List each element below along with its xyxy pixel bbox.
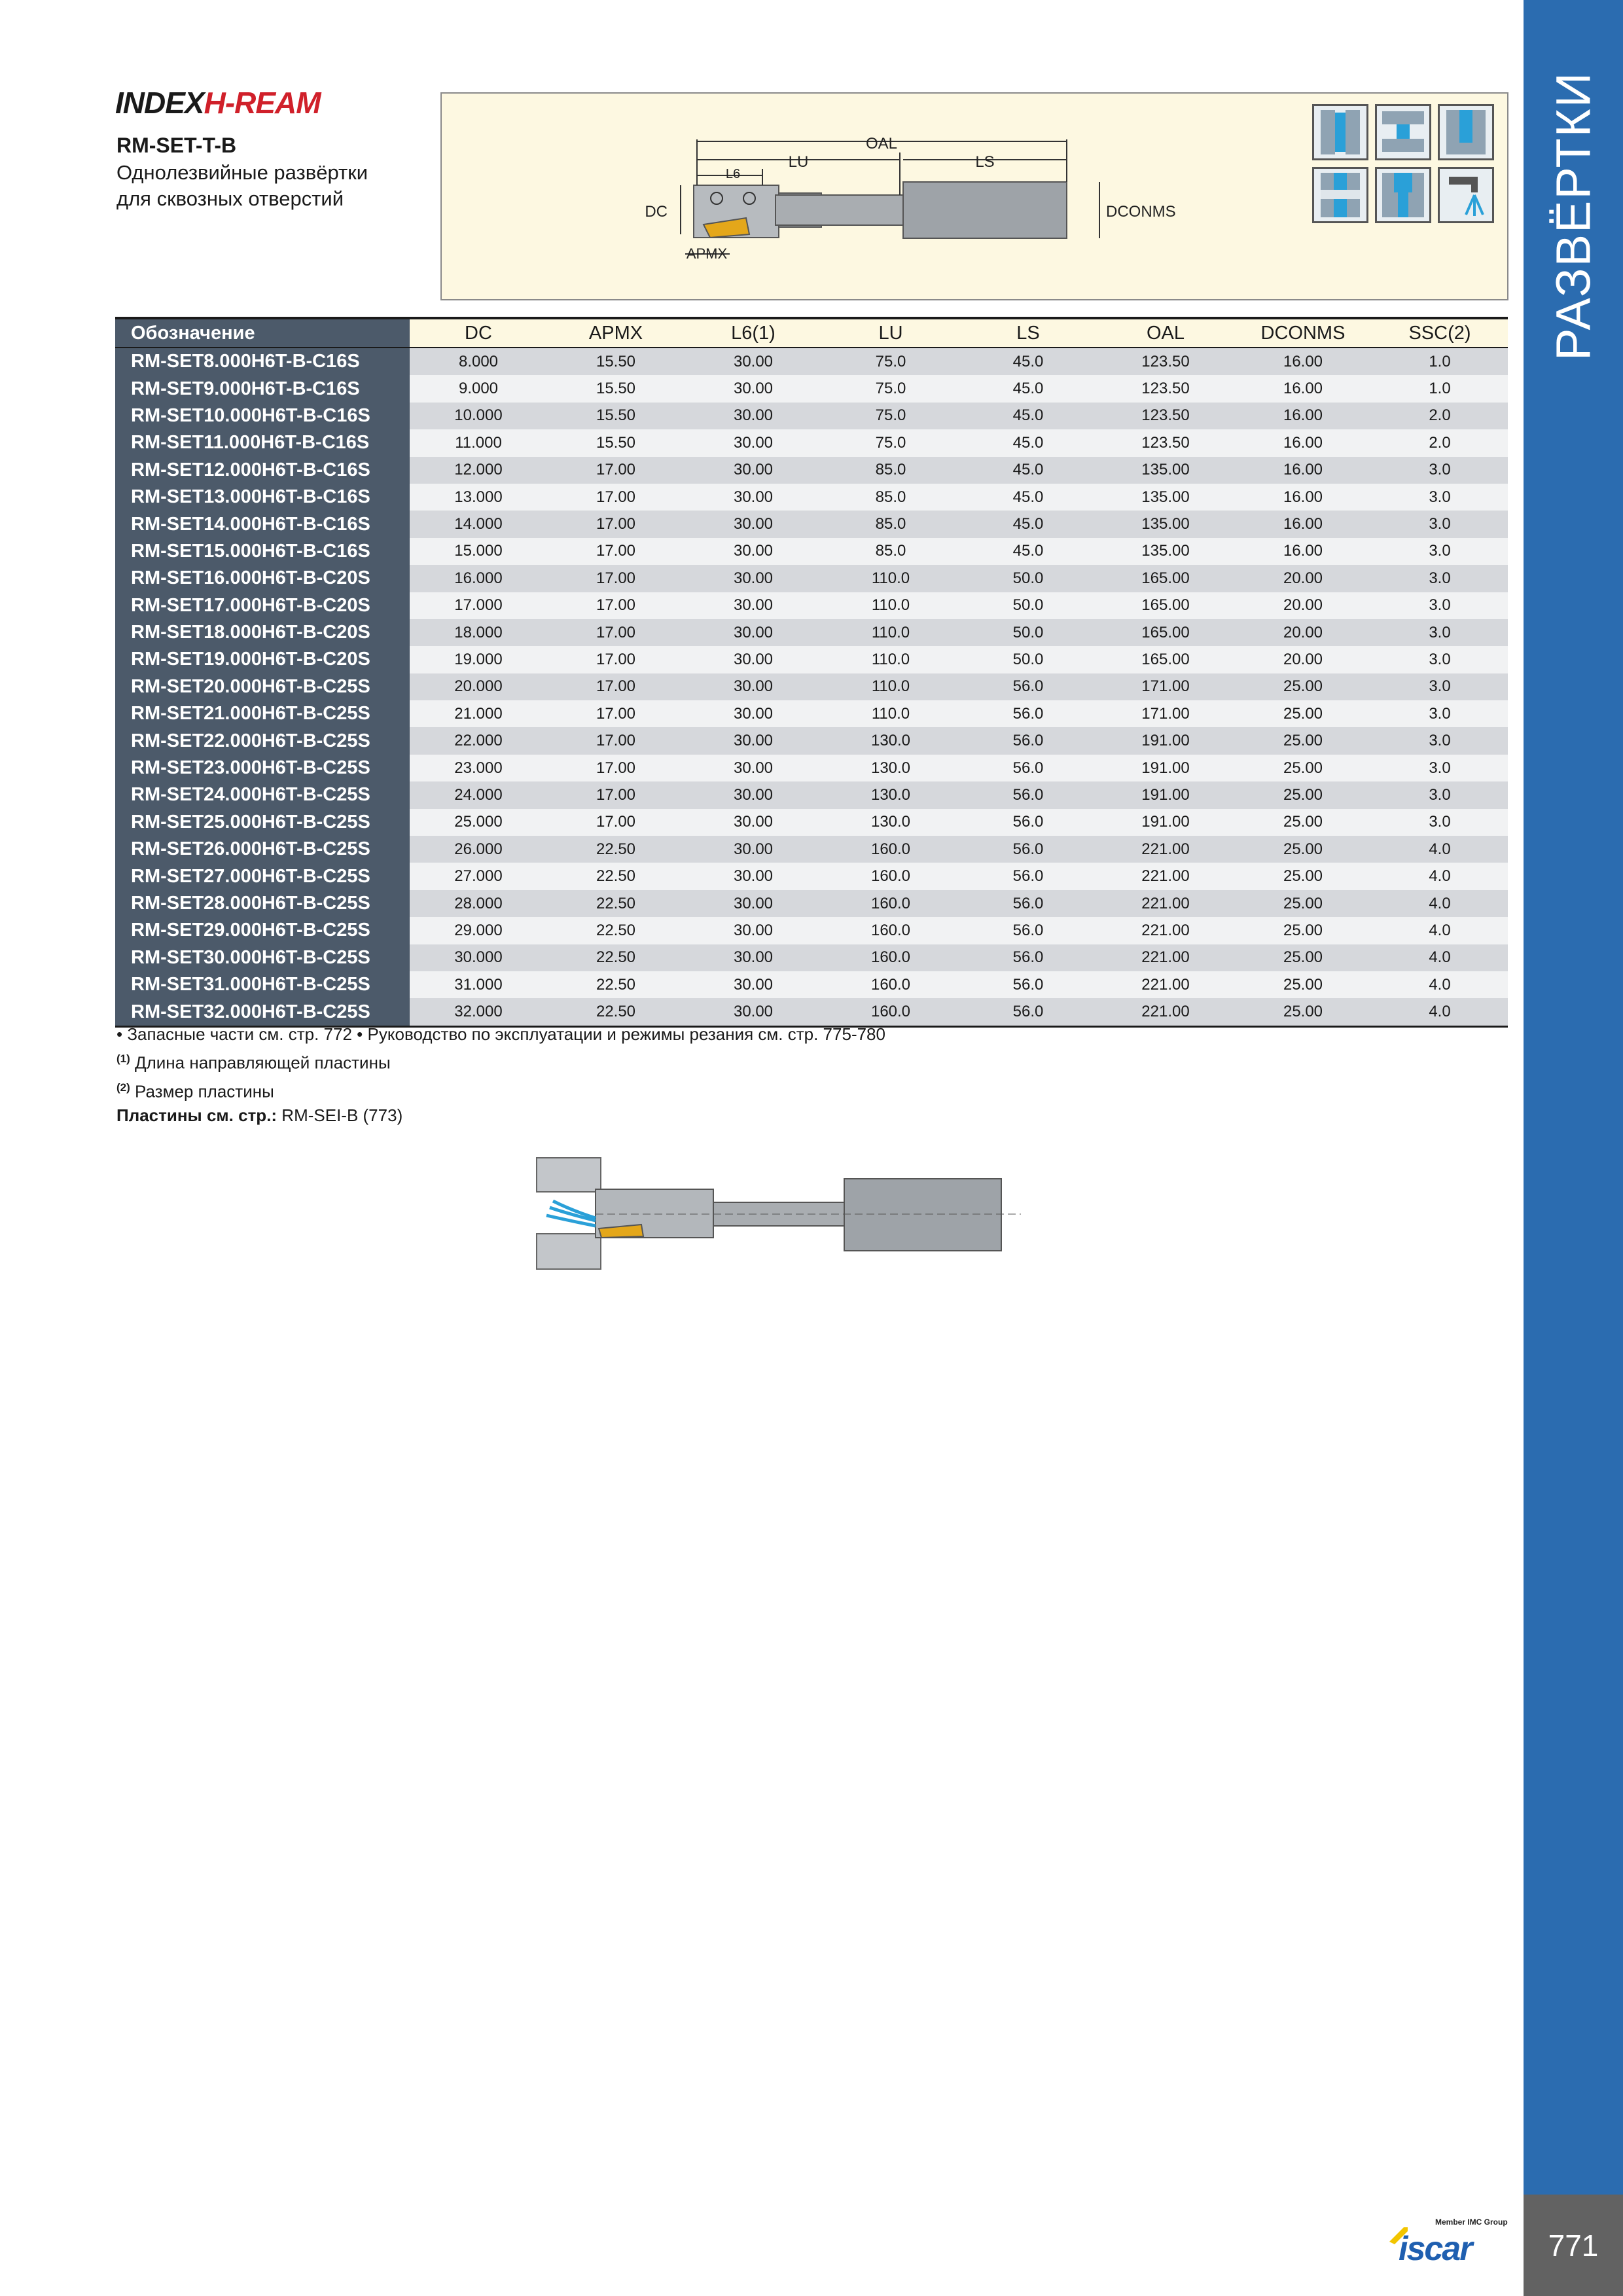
cell-ssc: 4.0 [1372, 917, 1508, 944]
cell-ssc: 4.0 [1372, 971, 1508, 998]
cell-ssc: 3.0 [1372, 646, 1508, 673]
cell-ls: 45.0 [959, 429, 1097, 456]
cell-dconms: 16.00 [1234, 403, 1372, 429]
reamer-spec-table [115, 317, 1508, 1028]
cell-lu: 160.0 [822, 944, 959, 971]
cell-lu: 110.0 [822, 592, 959, 619]
cell-designation: RM-SET9.000H6T-B-C16S [115, 375, 410, 402]
cell-lu: 75.0 [822, 429, 959, 456]
cell-apmx: 22.50 [547, 998, 685, 1026]
cell-lu: 110.0 [822, 619, 959, 646]
cell-dc: 17.000 [410, 592, 547, 619]
cell-apmx: 17.00 [547, 809, 685, 836]
cell-ssc: 4.0 [1372, 863, 1508, 889]
cell-l6: 30.00 [685, 971, 822, 998]
cell-dc: 28.000 [410, 890, 547, 917]
cell-apmx: 17.00 [547, 646, 685, 673]
cell-ls: 56.0 [959, 727, 1097, 754]
cell-ssc: 4.0 [1372, 836, 1508, 863]
table-row [115, 375, 1508, 402]
logo-tagline: Member IMC Group [1435, 2217, 1508, 2227]
cell-l6: 30.00 [685, 484, 822, 511]
cell-designation: RM-SET32.000H6T-B-C25S [115, 998, 410, 1026]
section-sidebar [1524, 0, 1623, 2195]
cell-oal: 135.00 [1097, 484, 1234, 511]
cell-apmx: 15.50 [547, 429, 685, 456]
description-line1: Однолезвийные развёртки [116, 161, 368, 184]
cell-designation: RM-SET12.000H6T-B-C16S [115, 457, 410, 484]
logo-wordmark: iscar [1399, 2230, 1472, 2267]
cell-dc: 22.000 [410, 727, 547, 754]
cell-lu: 85.0 [822, 484, 959, 511]
cell-l6: 30.00 [685, 836, 822, 863]
brand-index: INDEX [115, 86, 204, 120]
cell-apmx: 17.00 [547, 781, 685, 808]
cell-dc: 21.000 [410, 700, 547, 727]
cell-ls: 50.0 [959, 619, 1097, 646]
cell-designation: RM-SET28.000H6T-B-C25S [115, 890, 410, 917]
cell-oal: 221.00 [1097, 863, 1234, 889]
cell-l6: 30.00 [685, 781, 822, 808]
table-row [115, 700, 1508, 727]
cell-ls: 45.0 [959, 484, 1097, 511]
cell-oal: 221.00 [1097, 836, 1234, 863]
cell-ssc: 4.0 [1372, 890, 1508, 917]
cell-dconms: 25.00 [1234, 755, 1372, 781]
page-number: 771 [1524, 2195, 1623, 2296]
cell-dconms: 16.00 [1234, 429, 1372, 456]
label-ls: LS [975, 153, 995, 171]
cell-l6: 30.00 [685, 403, 822, 429]
cell-oal: 191.00 [1097, 727, 1234, 754]
cell-l6: 30.00 [685, 538, 822, 565]
cell-ssc: 3.0 [1372, 619, 1508, 646]
interrupted-cut-icon [1375, 104, 1431, 160]
cell-designation: RM-SET25.000H6T-B-C25S [115, 809, 410, 836]
cell-l6: 30.00 [685, 863, 822, 889]
cell-apmx: 22.50 [547, 890, 685, 917]
label-apmx: APMX [686, 245, 728, 262]
cell-oal: 165.00 [1097, 646, 1234, 673]
cell-ls: 56.0 [959, 971, 1097, 998]
table-row [115, 511, 1508, 537]
table-row [115, 673, 1508, 700]
cell-apmx: 15.50 [547, 403, 685, 429]
cell-dc: 13.000 [410, 484, 547, 511]
cell-apmx: 22.50 [547, 971, 685, 998]
cell-apmx: 17.00 [547, 484, 685, 511]
cell-designation: RM-SET24.000H6T-B-C25S [115, 781, 410, 808]
cell-dc: 24.000 [410, 781, 547, 808]
cell-l6: 30.00 [685, 619, 822, 646]
cell-oal: 191.00 [1097, 781, 1234, 808]
cell-l6: 30.00 [685, 592, 822, 619]
table-row [115, 971, 1508, 998]
cell-ssc: 4.0 [1372, 998, 1508, 1026]
cell-designation: RM-SET26.000H6T-B-C25S [115, 836, 410, 863]
cell-dc: 20.000 [410, 673, 547, 700]
cell-dc: 15.000 [410, 538, 547, 565]
cell-lu: 160.0 [822, 836, 959, 863]
table-row [115, 484, 1508, 511]
table-row [115, 429, 1508, 456]
cell-lu: 85.0 [822, 457, 959, 484]
cell-dconms: 25.00 [1234, 700, 1372, 727]
cell-lu: 130.0 [822, 781, 959, 808]
cell-oal: 123.50 [1097, 375, 1234, 402]
cell-lu: 160.0 [822, 971, 959, 998]
col-l6: L6(1) [685, 318, 822, 348]
cell-ls: 56.0 [959, 700, 1097, 727]
note-2: $^{(2)}$ Размер пластины [116, 1081, 274, 1102]
cell-apmx: 22.50 [547, 944, 685, 971]
cell-dc: 31.000 [410, 971, 547, 998]
cell-dconms: 25.00 [1234, 781, 1372, 808]
cell-ssc: 1.0 [1372, 375, 1508, 402]
cell-dc: 19.000 [410, 646, 547, 673]
cell-ssc: 4.0 [1372, 944, 1508, 971]
cell-dc: 14.000 [410, 511, 547, 537]
cell-lu: 75.0 [822, 375, 959, 402]
table-row [115, 917, 1508, 944]
cell-lu: 75.0 [822, 403, 959, 429]
cell-dconms: 16.00 [1234, 375, 1372, 402]
label-l6: L6 [725, 167, 741, 181]
cell-dc: 26.000 [410, 836, 547, 863]
cell-ssc: 3.0 [1372, 755, 1508, 781]
cell-l6: 30.00 [685, 727, 822, 754]
cell-oal: 123.50 [1097, 429, 1234, 456]
cell-oal: 123.50 [1097, 348, 1234, 375]
reamer-tool [694, 182, 1067, 238]
through-hole-icon [1312, 104, 1368, 160]
cell-dc: 18.000 [410, 619, 547, 646]
brand-hream: H-REAM [204, 86, 321, 120]
coolant-icon [1438, 167, 1494, 223]
cell-dconms: 25.00 [1234, 673, 1372, 700]
cell-apmx: 17.00 [547, 592, 685, 619]
cell-l6: 30.00 [685, 565, 822, 592]
section-title: РАЗВЁРТКИ [1546, 71, 1601, 361]
table-row [115, 403, 1508, 429]
cell-ls: 56.0 [959, 673, 1097, 700]
cell-lu: 160.0 [822, 998, 959, 1026]
cell-oal: 171.00 [1097, 700, 1234, 727]
cell-apmx: 22.50 [547, 863, 685, 889]
cell-ls: 45.0 [959, 375, 1097, 402]
cell-apmx: 17.00 [547, 511, 685, 537]
cell-designation: RM-SET27.000H6T-B-C25S [115, 863, 410, 889]
cell-ls: 56.0 [959, 809, 1097, 836]
cell-lu: 160.0 [822, 863, 959, 889]
table-row [115, 619, 1508, 646]
cell-apmx: 15.50 [547, 348, 685, 375]
cell-designation: RM-SET17.000H6T-B-C20S [115, 592, 410, 619]
cell-ls: 50.0 [959, 592, 1097, 619]
cell-ls: 45.0 [959, 457, 1097, 484]
cell-lu: 110.0 [822, 646, 959, 673]
table-row [115, 727, 1508, 754]
cell-ssc: 3.0 [1372, 673, 1508, 700]
label-lu: LU [788, 153, 809, 171]
cell-designation: RM-SET10.000H6T-B-C16S [115, 403, 410, 429]
cell-designation: RM-SET21.000H6T-B-C25S [115, 700, 410, 727]
cell-lu: 85.0 [822, 511, 959, 537]
label-dconms: DCONMS [1106, 203, 1176, 221]
cell-dconms: 16.00 [1234, 484, 1372, 511]
label-oal: OAL [865, 135, 898, 152]
cell-dc: 25.000 [410, 809, 547, 836]
cell-dc: 10.000 [410, 403, 547, 429]
cell-dc: 9.000 [410, 375, 547, 402]
cell-dconms: 25.00 [1234, 836, 1372, 863]
cell-lu: 110.0 [822, 565, 959, 592]
cell-apmx: 17.00 [547, 727, 685, 754]
cell-l6: 30.00 [685, 890, 822, 917]
cell-l6: 30.00 [685, 429, 822, 456]
cell-dc: 12.000 [410, 457, 547, 484]
cell-dconms: 25.00 [1234, 863, 1372, 889]
cell-l6: 30.00 [685, 457, 822, 484]
cell-oal: 135.00 [1097, 457, 1234, 484]
table-row [115, 646, 1508, 673]
cell-ssc: 3.0 [1372, 538, 1508, 565]
col-apmx: APMX [547, 318, 685, 348]
cell-l6: 30.00 [685, 375, 822, 402]
cell-lu: 85.0 [822, 538, 959, 565]
description-line2: для сквозных отверстий [116, 187, 344, 210]
cell-dc: 16.000 [410, 565, 547, 592]
table-row [115, 538, 1508, 565]
cell-ls: 56.0 [959, 890, 1097, 917]
cell-ssc: 3.0 [1372, 592, 1508, 619]
cell-ls: 56.0 [959, 944, 1097, 971]
cell-dconms: 25.00 [1234, 727, 1372, 754]
cell-lu: 130.0 [822, 727, 959, 754]
cell-dconms: 16.00 [1234, 538, 1372, 565]
cell-dconms: 20.00 [1234, 565, 1372, 592]
cell-apmx: 22.50 [547, 917, 685, 944]
cell-ssc: 1.0 [1372, 348, 1508, 375]
cell-ssc: 2.0 [1372, 429, 1508, 456]
cell-designation: RM-SET20.000H6T-B-C25S [115, 673, 410, 700]
cell-dconms: 25.00 [1234, 944, 1372, 971]
col-ls: LS [959, 318, 1097, 348]
cell-oal: 191.00 [1097, 809, 1234, 836]
cell-l6: 30.00 [685, 511, 822, 537]
cell-designation: RM-SET15.000H6T-B-C16S [115, 538, 410, 565]
cell-designation: RM-SET14.000H6T-B-C16S [115, 511, 410, 537]
cell-apmx: 17.00 [547, 700, 685, 727]
cell-lu: 160.0 [822, 917, 959, 944]
cell-lu: 110.0 [822, 673, 959, 700]
cell-l6: 30.00 [685, 998, 822, 1026]
cell-ssc: 3.0 [1372, 727, 1508, 754]
cell-ls: 45.0 [959, 403, 1097, 429]
footnotes [116, 1022, 885, 1128]
cell-ls: 56.0 [959, 998, 1097, 1026]
cell-oal: 221.00 [1097, 971, 1234, 998]
note-references: • Запасные части см. стр. 772 • Руководство по эксплуатации и режимы резания см. стр. 775-780 [116, 1024, 885, 1044]
cell-dc: 8.000 [410, 348, 547, 375]
cell-dconms: 20.00 [1234, 646, 1372, 673]
dimension-diagram [440, 92, 1508, 300]
cell-dc: 23.000 [410, 755, 547, 781]
cell-l6: 30.00 [685, 700, 822, 727]
cell-apmx: 17.00 [547, 538, 685, 565]
table-row [115, 348, 1508, 375]
cell-designation: RM-SET13.000H6T-B-C16S [115, 484, 410, 511]
cell-dc: 32.000 [410, 998, 547, 1026]
cell-dconms: 25.00 [1234, 917, 1372, 944]
cell-oal: 165.00 [1097, 592, 1234, 619]
cell-dc: 29.000 [410, 917, 547, 944]
table-row [115, 944, 1508, 971]
cell-dconms: 16.00 [1234, 457, 1372, 484]
cell-designation: RM-SET16.000H6T-B-C20S [115, 565, 410, 592]
table-row [115, 836, 1508, 863]
col-oal: OAL [1097, 318, 1234, 348]
cell-ls: 45.0 [959, 511, 1097, 537]
cell-l6: 30.00 [685, 944, 822, 971]
cell-ls: 50.0 [959, 565, 1097, 592]
table-row [115, 592, 1508, 619]
cell-ls: 56.0 [959, 917, 1097, 944]
table-row [115, 755, 1508, 781]
cell-dconms: 25.00 [1234, 890, 1372, 917]
reaming-application-illustration [533, 1155, 1031, 1273]
cell-lu: 130.0 [822, 809, 959, 836]
cell-dc: 30.000 [410, 944, 547, 971]
cell-ssc: 3.0 [1372, 565, 1508, 592]
cell-ls: 45.0 [959, 348, 1097, 375]
cell-oal: 123.50 [1097, 403, 1234, 429]
cell-ls: 56.0 [959, 755, 1097, 781]
cell-ssc: 3.0 [1372, 484, 1508, 511]
inserts-reference: Пластины см. стр.: RM-SEI-B (773) [116, 1105, 403, 1126]
product-description [116, 160, 418, 212]
col-ssc: SSC(2) [1372, 318, 1508, 348]
cell-oal: 135.00 [1097, 511, 1234, 537]
cell-l6: 30.00 [685, 348, 822, 375]
cell-l6: 30.00 [685, 809, 822, 836]
cell-designation: RM-SET30.000H6T-B-C25S [115, 944, 410, 971]
cell-apmx: 17.00 [547, 673, 685, 700]
cell-apmx: 17.00 [547, 457, 685, 484]
col-designation: Обозначение [115, 318, 410, 348]
cell-designation: RM-SET23.000H6T-B-C25S [115, 755, 410, 781]
cell-designation: RM-SET18.000H6T-B-C20S [115, 619, 410, 646]
cell-dconms: 16.00 [1234, 348, 1372, 375]
cell-apmx: 15.50 [547, 375, 685, 402]
col-dconms: DCONMS [1234, 318, 1372, 348]
cell-apmx: 17.00 [547, 565, 685, 592]
cell-ssc: 3.0 [1372, 700, 1508, 727]
cell-designation: RM-SET8.000H6T-B-C16S [115, 348, 410, 375]
cell-ssc: 3.0 [1372, 457, 1508, 484]
cell-lu: 75.0 [822, 348, 959, 375]
cell-dconms: 25.00 [1234, 998, 1372, 1026]
cell-dc: 27.000 [410, 863, 547, 889]
table-row [115, 565, 1508, 592]
col-lu: LU [822, 318, 959, 348]
cell-oal: 171.00 [1097, 673, 1234, 700]
cell-ssc: 3.0 [1372, 511, 1508, 537]
cell-designation: RM-SET29.000H6T-B-C25S [115, 917, 410, 944]
table-row [115, 809, 1508, 836]
cell-apmx: 17.00 [547, 619, 685, 646]
cell-oal: 191.00 [1097, 755, 1234, 781]
table-row [115, 457, 1508, 484]
label-dc: DC [645, 203, 668, 221]
col-dc: DC [410, 318, 547, 348]
brand-logo [115, 85, 321, 120]
cell-dconms: 20.00 [1234, 619, 1372, 646]
cell-oal: 221.00 [1097, 944, 1234, 971]
cell-apmx: 17.00 [547, 755, 685, 781]
cell-ssc: 3.0 [1372, 781, 1508, 808]
cell-l6: 30.00 [685, 755, 822, 781]
cell-oal: 221.00 [1097, 998, 1234, 1026]
cell-oal: 135.00 [1097, 538, 1234, 565]
blind-hole-icon [1438, 104, 1494, 160]
cell-dconms: 25.00 [1234, 971, 1372, 998]
cell-ls: 45.0 [959, 538, 1097, 565]
cell-apmx: 22.50 [547, 836, 685, 863]
cell-dconms: 20.00 [1234, 592, 1372, 619]
table-header-row [115, 318, 1508, 348]
cell-ssc: 3.0 [1372, 809, 1508, 836]
cell-l6: 30.00 [685, 646, 822, 673]
table-row [115, 890, 1508, 917]
cell-lu: 160.0 [822, 890, 959, 917]
cell-ls: 50.0 [959, 646, 1097, 673]
note-1: $^{(1)}$ Длина направляющей пластины [116, 1052, 391, 1073]
table-row [115, 863, 1508, 889]
cell-designation: RM-SET11.000H6T-B-C16S [115, 429, 410, 456]
cell-ls: 56.0 [959, 836, 1097, 863]
cell-oal: 165.00 [1097, 619, 1234, 646]
cell-lu: 130.0 [822, 755, 959, 781]
cell-oal: 221.00 [1097, 917, 1234, 944]
table-row [115, 781, 1508, 808]
cell-ssc: 2.0 [1372, 403, 1508, 429]
cell-oal: 221.00 [1097, 890, 1234, 917]
product-code: RM-SET-T-B [116, 134, 237, 157]
cell-dconms: 16.00 [1234, 511, 1372, 537]
iscar-logo [1384, 2215, 1515, 2267]
cross-hole-icon [1312, 167, 1368, 223]
cell-l6: 30.00 [685, 917, 822, 944]
cell-designation: RM-SET31.000H6T-B-C25S [115, 971, 410, 998]
cell-dc: 11.000 [410, 429, 547, 456]
cell-designation: RM-SET19.000H6T-B-C20S [115, 646, 410, 673]
cell-ls: 56.0 [959, 863, 1097, 889]
cell-dconms: 25.00 [1234, 809, 1372, 836]
stepped-bore-icon [1375, 167, 1431, 223]
cell-lu: 110.0 [822, 700, 959, 727]
cell-ls: 56.0 [959, 781, 1097, 808]
cell-oal: 165.00 [1097, 565, 1234, 592]
cell-designation: RM-SET22.000H6T-B-C25S [115, 727, 410, 754]
cell-l6: 30.00 [685, 673, 822, 700]
